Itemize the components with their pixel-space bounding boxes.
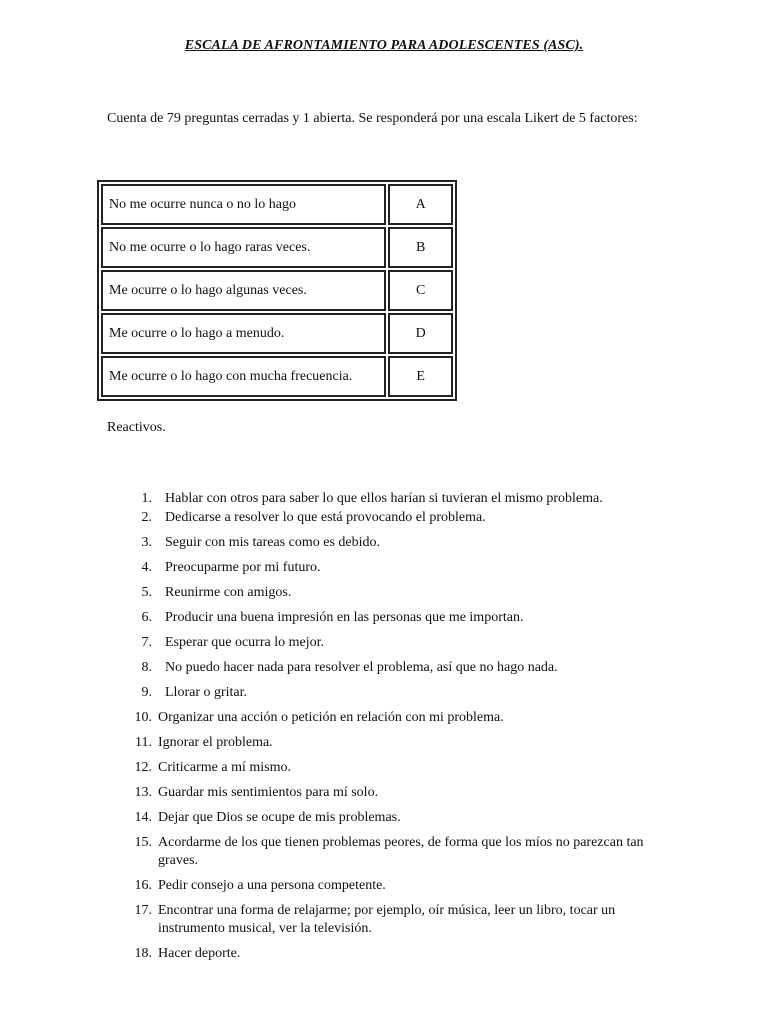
page-title: ESCALA DE AFRONTAMIENTO PARA ADOLESCENTES (ASC). <box>184 38 584 53</box>
list-item <box>120 902 680 938</box>
list-item <box>120 659 680 677</box>
scale-code: C <box>388 270 453 311</box>
section-label-reactivos: Reactivos. <box>107 420 166 435</box>
list-item <box>120 877 680 895</box>
item-number: 12. <box>134 760 152 775</box>
item-number: 18. <box>134 946 152 961</box>
item-number: 6. <box>141 610 152 625</box>
item-text: Reunirme con amigos. <box>165 585 292 600</box>
list-item <box>120 945 680 963</box>
list-item <box>120 559 680 577</box>
item-text: Llorar o gritar. <box>165 685 248 700</box>
list-item <box>120 759 680 777</box>
item-number: 17. <box>134 903 152 918</box>
scale-row <box>101 227 453 268</box>
list-item <box>120 609 680 627</box>
item-text: Dedicarse a resolver lo que está provocando el problema. <box>165 510 486 525</box>
item-text: Preocuparme por mi futuro. <box>165 560 321 575</box>
list-item <box>120 634 680 652</box>
item-number: 4. <box>141 560 152 575</box>
list-item <box>120 509 680 527</box>
list-item <box>120 584 680 602</box>
scale-row <box>101 270 453 311</box>
item-number: 7. <box>141 635 152 650</box>
scale-label: Me ocurre o lo hago algunas veces. <box>101 270 386 311</box>
item-number: 2. <box>141 510 152 525</box>
scale-code: E <box>388 356 453 397</box>
item-text: Guardar mis sentimientos para mí solo. <box>158 785 379 800</box>
scale-row <box>101 313 453 354</box>
item-text: Ignorar el problema. <box>158 735 273 750</box>
item-text: Dejar que Dios se ocupe de mis problemas. <box>158 810 401 825</box>
list-item <box>120 709 680 727</box>
item-number: 15. <box>134 835 152 850</box>
list-item <box>120 684 680 702</box>
list-item <box>120 809 680 827</box>
item-number: 3. <box>141 535 152 550</box>
intro-paragraph: Cuenta de 79 preguntas cerradas y 1 abierta. Se responderá por una escala Likert de 5 factores: <box>107 111 638 126</box>
item-number: 14. <box>134 810 152 825</box>
list-item <box>120 534 680 552</box>
scale-row <box>101 356 453 397</box>
item-text: Organizar una acción o petición en relación con mi problema. <box>158 710 504 725</box>
scale-label: Me ocurre o lo hago a menudo. <box>101 313 386 354</box>
item-number: 1. <box>141 491 152 506</box>
item-number: 13. <box>134 785 152 800</box>
list-item <box>120 734 680 752</box>
item-text: Acordarme de los que tienen problemas peores, de forma que los míos no parezcan tan graves. <box>158 835 644 868</box>
list-item <box>120 490 680 508</box>
item-text: Hacer deporte. <box>158 946 241 961</box>
item-number: 11. <box>135 735 152 750</box>
item-number: 16. <box>134 878 152 893</box>
item-text: Producir una buena impresión en las personas que me importan. <box>165 610 524 625</box>
item-text: Pedir consejo a una persona competente. <box>158 878 386 893</box>
likert-scale-table <box>97 180 457 401</box>
scale-label: No me ocurre nunca o no lo hago <box>101 184 386 225</box>
item-text: Criticarme a mí mismo. <box>158 760 291 775</box>
items-list <box>120 490 680 963</box>
list-item <box>120 834 680 870</box>
scale-label: Me ocurre o lo hago con mucha frecuencia. <box>101 356 386 397</box>
item-text: Seguir con mis tareas como es debido. <box>165 535 381 550</box>
item-number: 9. <box>141 685 152 700</box>
list-item <box>120 784 680 802</box>
item-text: No puedo hacer nada para resolver el problema, así que no hago nada. <box>165 660 558 675</box>
scale-row <box>101 184 453 225</box>
item-text: Encontrar una forma de relajarme; por ejemplo, oír música, leer un libro, tocar un instrumento musical, ver la televisión. <box>158 903 616 936</box>
scale-code: D <box>388 313 453 354</box>
item-number: 5. <box>141 585 152 600</box>
item-text: Hablar con otros para saber lo que ellos harían si tuvieran el mismo problema. <box>165 491 603 506</box>
scale-label: No me ocurre o lo hago raras veces. <box>101 227 386 268</box>
item-text: Esperar que ocurra lo mejor. <box>165 635 324 650</box>
scale-code: A <box>388 184 453 225</box>
item-number: 10. <box>134 710 152 725</box>
item-number: 8. <box>141 660 152 675</box>
scale-code: B <box>388 227 453 268</box>
